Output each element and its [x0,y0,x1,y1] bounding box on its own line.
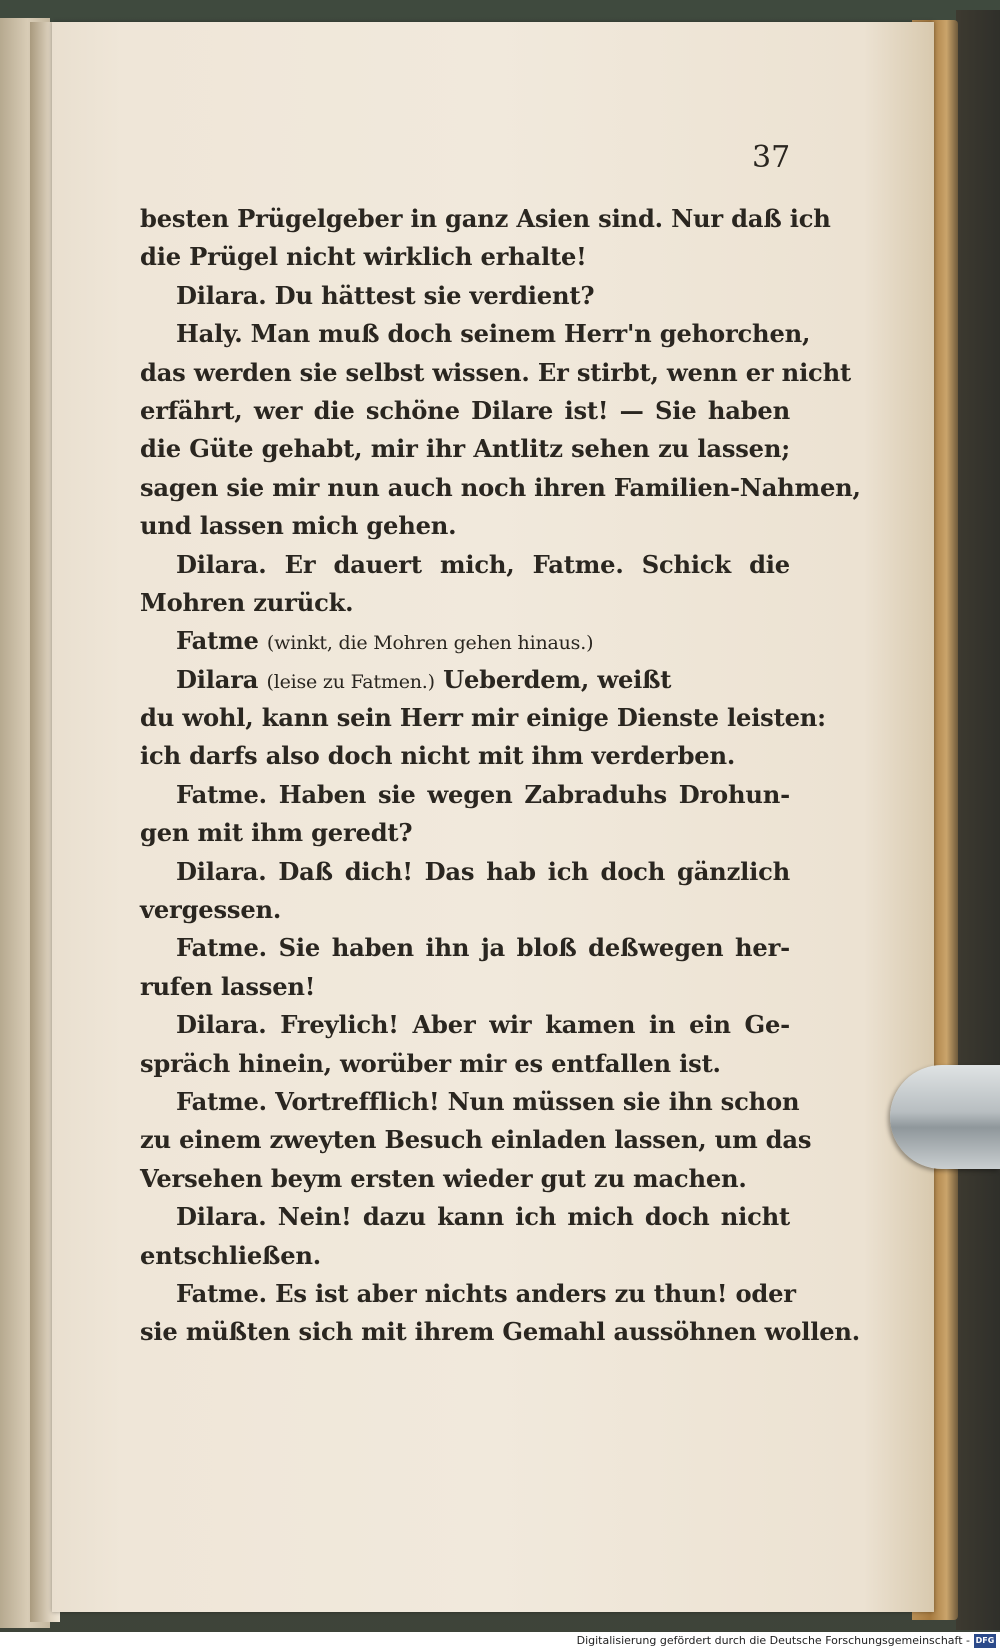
text-line: Fatme. Sie haben ihn ja bloß deßwegen her- [176,933,790,963]
page-clip [890,1065,1000,1169]
text-line: Dilara. Freylich! Aber wir kamen in ein Ge- [176,1010,790,1040]
text-line: gen mit ihm geredt? [140,818,413,848]
page-text [140,200,861,1352]
text-line: die Güte gehabt, mir ihr Antlitz sehen zu lassen; [140,434,790,464]
dialogue-text: Ueberdem, weißt [443,664,672,694]
text-line: Dilara. Daß dich! Das hab ich doch gänzlich [176,856,790,886]
text-line: Dilara. Nein! dazu kann ich mich doch nicht [176,1202,790,1232]
text-line: Fatme. Vortrefflich! Nun müssen sie ihn schon [176,1086,800,1116]
book-shadow [956,10,1000,1630]
text-line: erfährt, wer die schöne Dilare ist! — Sie haben [140,395,790,425]
text-line: besten Prügelgeber in ganz Asien sind. Nur daß ich [140,204,831,233]
dfg-logo-icon: DFG [974,1634,996,1648]
text-line [140,622,790,660]
text-line [140,661,790,699]
text-line: vergessen. [140,895,282,925]
text-line: zu einem zweyten Besuch einladen lassen, um das [140,1125,812,1155]
text-line: Dilara. Er dauert mich, Fatme. Schick die [176,549,790,579]
text-line: sagen sie mir nun auch noch ihren Familien-Nahmen, [140,472,861,502]
footer-credit: Digitalisierung gefördert durch die Deutsche Forschungsgemeinschaft - [576,1634,970,1647]
text-line: du wohl, kann sein Herr mir einige Dienste leisten: [140,703,826,733]
text-line: rufen lassen! [140,971,316,1001]
text-line: Haly. Man muß doch seinem Herr'n gehorchen, [176,319,811,349]
text-line: Mohren zurück. [140,587,354,617]
stage-direction: (winkt, die Mohren gehen hinaus.) [266,632,594,655]
text-line: Fatme. Es ist aber nichts anders zu thun! oder [176,1278,796,1308]
text-line: entschließen. [140,1240,322,1270]
text-line: die Prügel nicht wirklich erhalte! [140,242,587,272]
text-line: das werden sie selbst wissen. Er stirbt, wenn er nicht [140,357,851,387]
text-line: sie müßten sich mit ihrem Gemahl aussöhnen wollen. [140,1317,860,1347]
text-line: Fatme. Haben sie wegen Zabraduhs Drohun- [176,779,790,809]
text-line: Versehen beym ersten wieder gut zu machen. [140,1163,747,1193]
text-line: und lassen mich gehen. [140,511,457,541]
text-line: ich darfs also doch nicht mit ihm verderben. [140,741,736,771]
stage-direction: (leise zu Fatmen.) [266,670,435,693]
speaker-name: Fatme [176,626,259,656]
page-number: 37 [752,140,791,175]
speaker-name: Dilara [176,664,259,694]
text-line: Dilara. Du hättest sie verdient? [176,280,595,310]
footer-bar [0,1632,1000,1652]
text-line: spräch hinein, worüber mir es entfallen ist. [140,1048,721,1078]
